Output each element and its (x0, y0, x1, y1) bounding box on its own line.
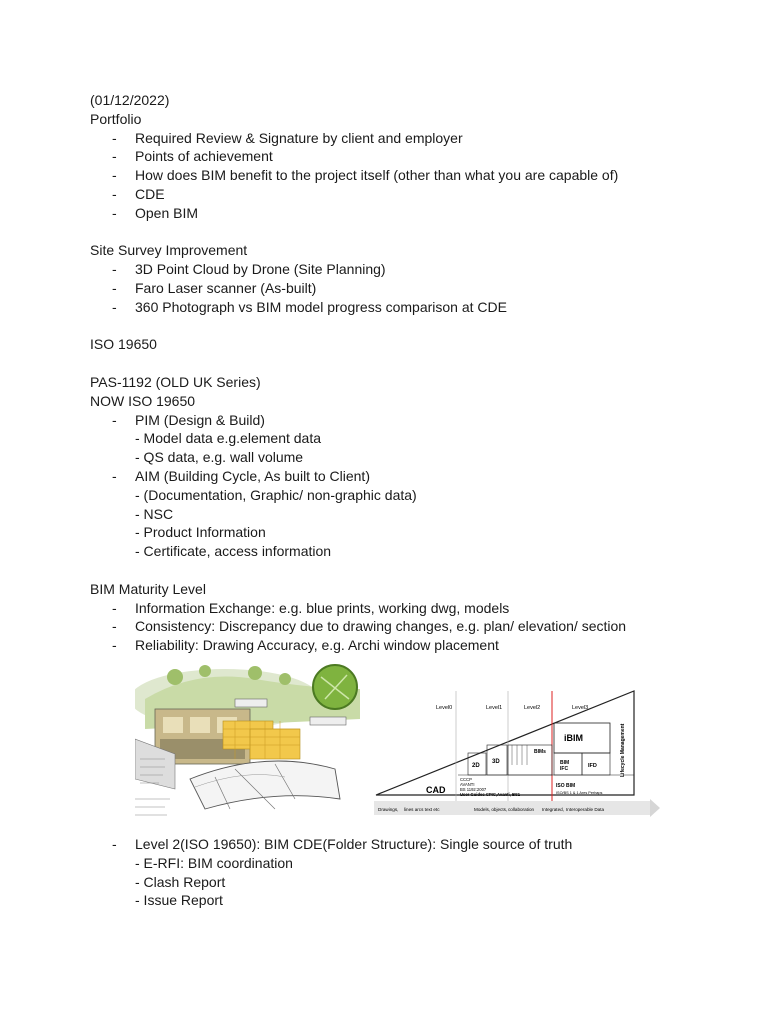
cad-label: CAD (426, 784, 446, 795)
iso-bim-label: ISO BIM (556, 782, 576, 789)
list-item: - How does BIM benefit to the project itself (other than what you are capable of) (112, 167, 619, 184)
sub-item: - Issue Report (135, 892, 223, 909)
sub-item: - NSC (135, 505, 174, 522)
list-item: - Required Review & Signature by client and employer (112, 129, 463, 146)
list-item: - Consistency: Discrepancy due to drawing changes, e.g. plan/ elevation/ section (112, 618, 627, 635)
bims-label: BIMs (534, 748, 546, 755)
axis-label: collaboration (508, 806, 535, 812)
list-item: - Reliability: Drawing Accuracy, e.g. Archi window placement (112, 637, 499, 654)
pas-subheading: NOW ISO 19650 (90, 392, 196, 409)
list-item: - Faro Laser scanner (As-built) (112, 279, 317, 296)
3d-label: 3D (492, 758, 500, 765)
level0-label: Level0 (436, 704, 453, 711)
list-item: - Level 2(ISO 19650): BIM CDE(Folder Structure): Single source of truth (112, 835, 573, 852)
stack-label: User Guides CPIC,Avanti, BS1 (460, 791, 521, 797)
ibim-label: iBIM (564, 732, 583, 743)
iso-small-label: ISO/BS 1 & 1 Ares Perhaps (556, 790, 603, 795)
bim-maturity-diagram (374, 689, 660, 825)
ifc-label: IFC (560, 765, 569, 772)
sub-item: - QS data, e.g. wall volume (135, 449, 304, 466)
level2-label: Level2 (524, 704, 541, 711)
axis-label: Models, objects, (474, 806, 508, 812)
2d-label: 2D (472, 762, 480, 769)
ifd-label: IFD (588, 762, 597, 769)
sub-item: - Product Information (135, 524, 266, 541)
lifecycle-label: Lifecycle Management (620, 723, 626, 777)
document-page (90, 91, 730, 910)
stack-label: AVANTI (460, 781, 475, 787)
date: (01/12/2022) (90, 92, 170, 108)
list-item: - CDE (112, 185, 165, 202)
bim-small-label: BIM (560, 759, 570, 766)
stack-label: CCCP (460, 776, 472, 782)
sub-item: - E-RFI: BIM coordination (135, 854, 293, 871)
axis-label: Drawings, (378, 806, 399, 812)
list-item: - 3D Point Cloud by Drone (Site Planning) (112, 261, 386, 278)
axis-label: lines arcs text etc (404, 806, 440, 812)
sub-item: - (Documentation, Graphic/ non-graphic data) (135, 486, 417, 503)
site-survey-heading: Site Survey Improvement (90, 242, 248, 259)
list-item: - AIM (Building Cycle, As built to Client) (112, 467, 370, 484)
figures-row (90, 659, 730, 835)
sub-item: - Certificate, access information (135, 543, 332, 560)
iso-heading: ISO 19650 (90, 336, 157, 353)
pas-heading: PAS-1192 (OLD UK Series) (90, 373, 261, 390)
level3-label: Level3 (572, 704, 589, 711)
list-item: - PIM (Design & Build) (112, 411, 265, 428)
site-illustration-image (135, 659, 365, 829)
maturity-heading: BIM Maturity Level (90, 580, 206, 597)
list-item: - Points of achievement (112, 148, 273, 165)
list-item: - Information Exchange: e.g. blue prints, working dwg, models (112, 599, 510, 616)
stack-label: BS 1192:2007 (460, 786, 487, 792)
axis-label: Integrated, (542, 806, 564, 812)
list-item: - Open BIM (112, 204, 199, 221)
sub-item: - Clash Report (135, 873, 226, 890)
axis-label: Interoperable Data (566, 806, 605, 812)
list-item: - 360 Photograph vs BIM model progress comparison at CDE (112, 298, 507, 315)
portfolio-heading: Portfolio (90, 110, 142, 127)
level1-label: Level1 (486, 704, 503, 711)
sub-item: - Model data e.g.element data (135, 430, 322, 447)
